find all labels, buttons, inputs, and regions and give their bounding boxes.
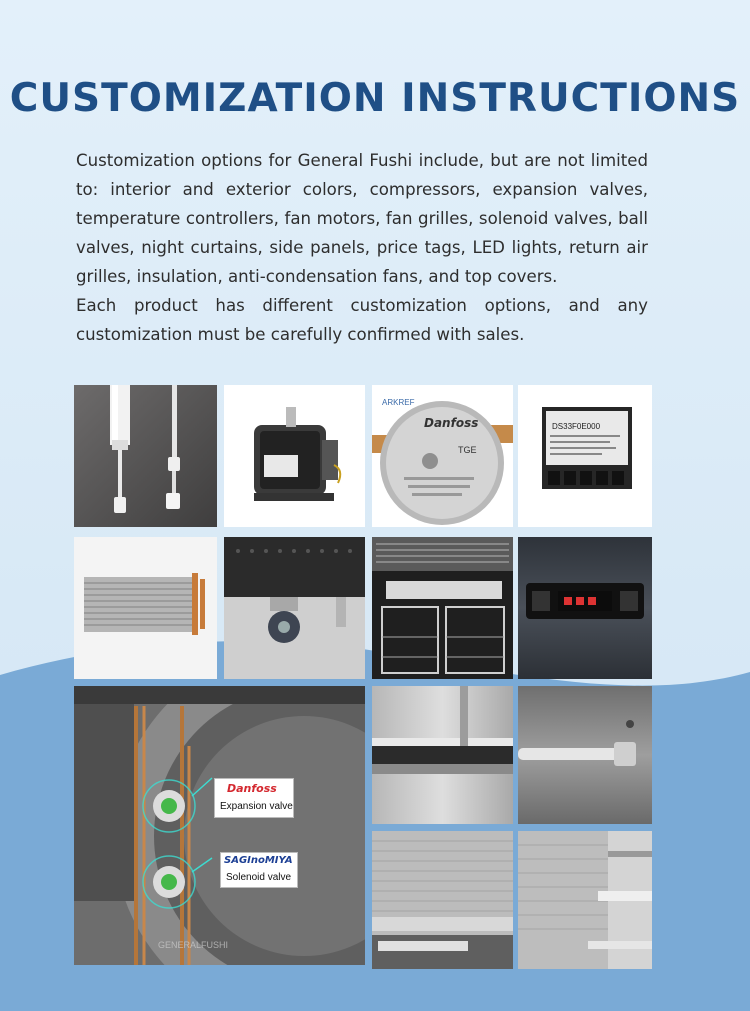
watermark-text: GENERALFUSHI — [158, 940, 229, 950]
solenoid-valve-label: Solenoid valve — [226, 872, 292, 883]
photo-night-curtain — [372, 831, 513, 969]
description — [76, 146, 648, 349]
photo-refrigeration-valves — [74, 686, 365, 965]
valve-model-text: TGE — [458, 445, 477, 455]
valve-brand-text: Danfoss — [424, 416, 479, 430]
photo-price-tag-rail — [372, 686, 513, 824]
controller-model-text: DS33F0E000 — [552, 422, 601, 431]
page-title: CUSTOMIZATION INSTRUCTIONS — [9, 76, 741, 121]
photo-led-tube — [518, 686, 652, 824]
photo-display-shelf — [518, 831, 652, 969]
expansion-valve-label: Expansion valve — [220, 801, 293, 812]
photo-led-light — [74, 385, 217, 527]
description-paragraph-1: Customization options for General Fushi include, but are not limited to: interior and exterior colors, compressors, expansion valves, temperature controllers, fan motors, fan grilles, solenoid valves, ball valves, night curtains, side panels, price tags, LED lights, return air grilles, insulation, anti-condensation fans, and top covers. — [76, 151, 648, 286]
photo-caster-wheel — [224, 537, 365, 679]
photo-evaporator-coil — [74, 537, 217, 679]
photo-control-panel — [518, 537, 652, 679]
description-paragraph-2: Each product has different customization options, and any customization must be carefully confirmed with sales. — [76, 296, 648, 344]
photo-expansion-valve — [372, 385, 513, 527]
photo-fan-grille-interior — [372, 537, 513, 679]
photo-temperature-controller — [518, 385, 652, 527]
photo-fan-motor — [224, 385, 365, 527]
solenoid-valve-callout — [220, 852, 298, 888]
saginomiya-logo: SAGInoMIYA — [224, 855, 293, 866]
valve-maker-text: ARKREF — [382, 398, 415, 407]
expansion-valve-callout — [214, 778, 294, 818]
danfoss-logo: Danfoss — [227, 782, 277, 795]
